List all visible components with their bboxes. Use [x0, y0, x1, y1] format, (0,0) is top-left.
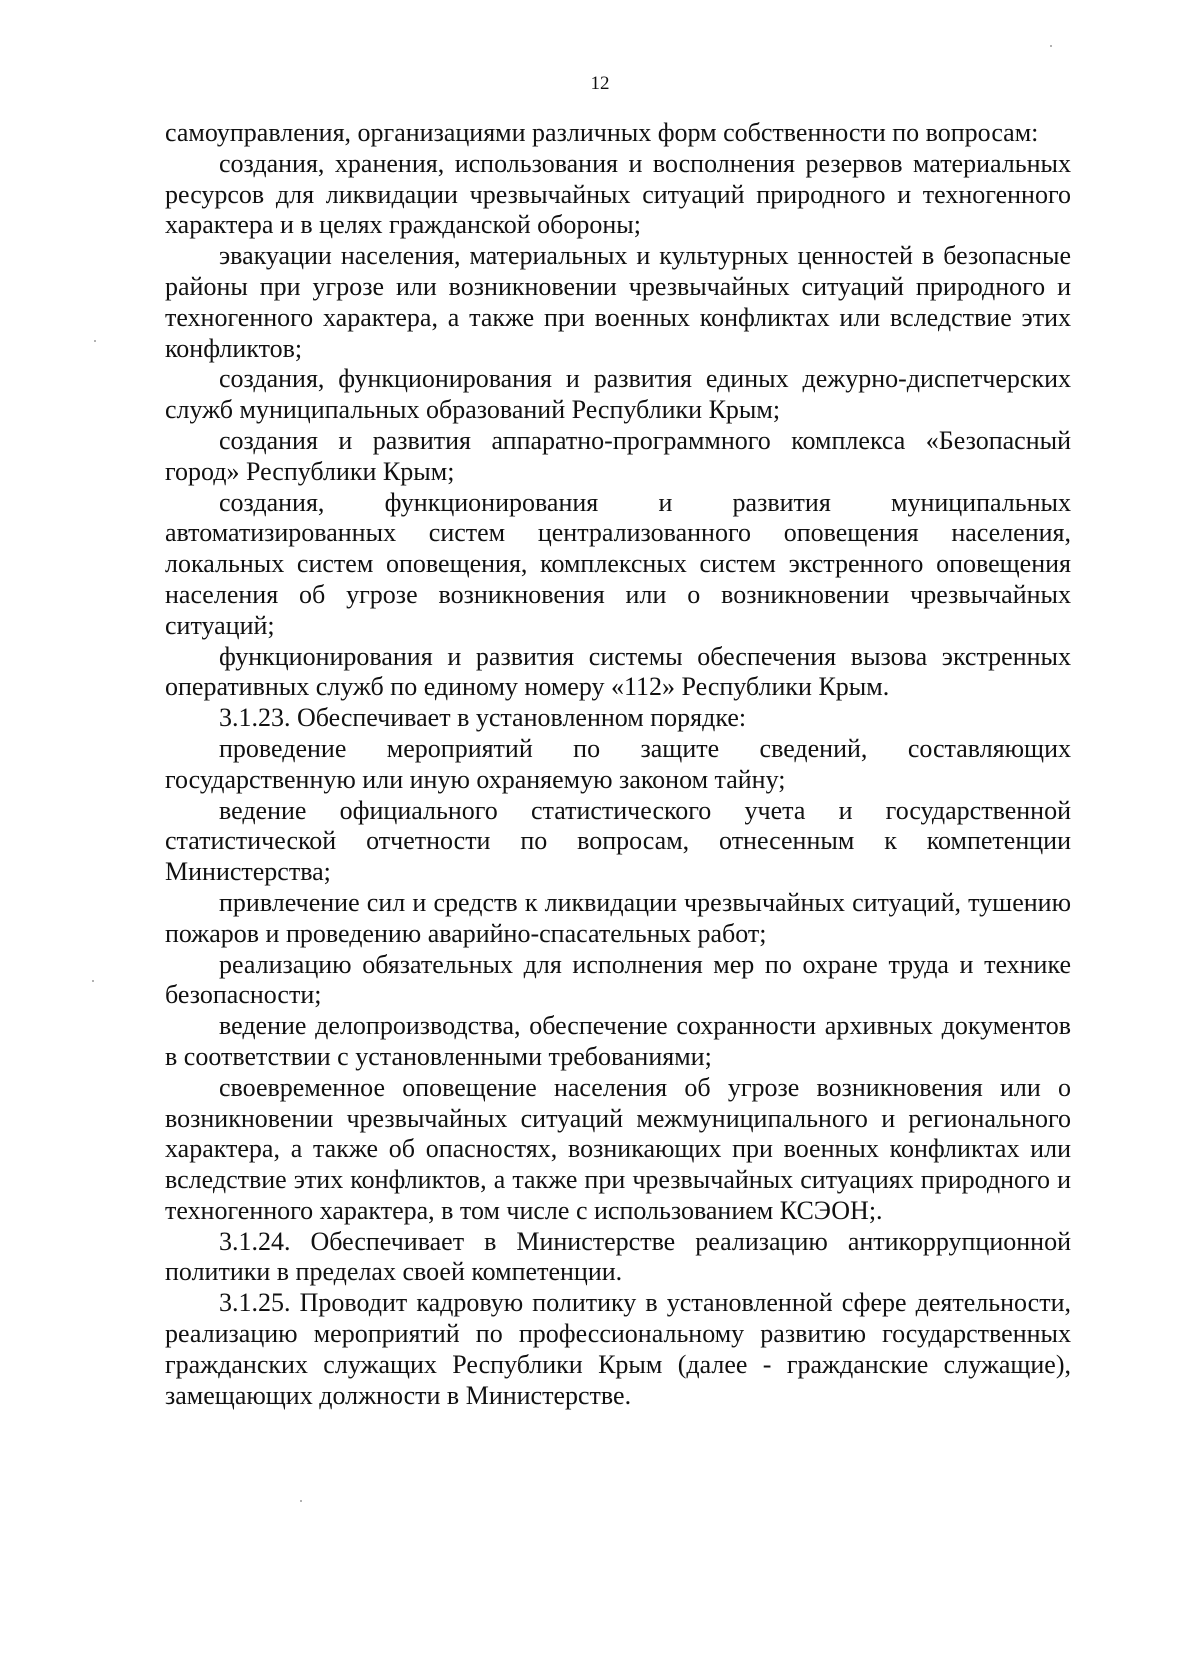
paragraph-item-reserves: создания, хранения, использования и восполнения резервов материальных ресурсов для ликвидации чрезвычайных ситуаций природного и техногенного характера и в целях гражданской обороны;	[165, 148, 1071, 240]
paragraph-item-safe-city: создания и развития аппаратно-программного комплекса «Безопасный город» Республики Крым;	[165, 425, 1071, 486]
scan-speck	[1050, 45, 1052, 47]
paragraph-item-records: ведение делопроизводства, обеспечение сохранности архивных документов в соответствии с установленными требованиями;	[165, 1011, 1071, 1071]
paragraph-item-evacuation: эвакуации населения, материальных и культурных ценностей в безопасные районы при угрозе или возникновении чрезвычайных ситуаций природного и техногенного характера, а также при военных конфликтах или вследствие этих конфликтов;	[165, 241, 1071, 363]
paragraph-item-statistics: ведение официального статистического учета и государственной статистической отчетности по вопросам, отнесенным к компетенции Министерства;	[165, 795, 1071, 887]
paragraph-3-1-24: 3.1.24. Обеспечивает в Министерстве реализацию антикоррупционной политики в пределах своей компетенции.	[165, 1226, 1071, 1287]
paragraph-item-forces: привлечение сил и средств к ликвидации чрезвычайных ситуаций, тушению пожаров и проведению аварийно-спасательных работ;	[165, 887, 1071, 948]
scan-speck	[92, 980, 94, 982]
paragraph-item-labor-safety: реализацию обязательных для исполнения мер по охране труда и технике безопасности;	[165, 949, 1071, 1010]
scan-speck	[300, 1500, 302, 1502]
document-body	[165, 118, 1071, 1411]
paragraph-3-1-23: 3.1.23. Обеспечивает в установленном порядке:	[219, 703, 747, 733]
paragraph-item-dispatch-services: создания, функционирования и развития единых дежурно-диспетчерских служб муниципальных образований Республики Крым;	[165, 364, 1071, 425]
page-number: 12	[590, 73, 610, 94]
paragraph-item-112: функционирования и развития системы обеспечения вызова экстренных оперативных служб по единому номеру «112» Республики Крым.	[165, 641, 1071, 702]
paragraph-continuation: самоуправления, организациями различных форм собственности по вопросам:	[165, 118, 1039, 147]
paragraph-item-secrets: проведение мероприятий по защите сведений, составляющих государственную или иную охраняемую законом тайну;	[165, 733, 1071, 794]
scan-speck	[94, 340, 96, 342]
paragraph-item-public-alert: своевременное оповещение населения об угрозе возникновения или о возникновении чрезвычайных ситуаций межмуниципального и регионального характера, а также об опасностях, возникающих при военных конфликтах или вследствие этих конфликтов, а также при чрезвычайных ситуациях природного и техногенного характера, в том числе с использованием КСЭОН;.	[165, 1072, 1071, 1225]
paragraph-item-alert-systems: создания, функционирования и развития муниципальных автоматизированных систем централизованного оповещения населения, локальных систем оповещения, комплексных систем экстренного оповещения населения об угрозе возникновения или о возникновении чрезвычайных ситуаций;	[165, 487, 1071, 640]
paragraph-3-1-25: 3.1.25. Проводит кадровую политику в установленной сфере деятельности, реализацию мероприятий по профессиональному развитию государственных гражданских служащих Республики Крым (далее - гражданские служащие), замещающих должности в Министерстве.	[165, 1288, 1071, 1410]
